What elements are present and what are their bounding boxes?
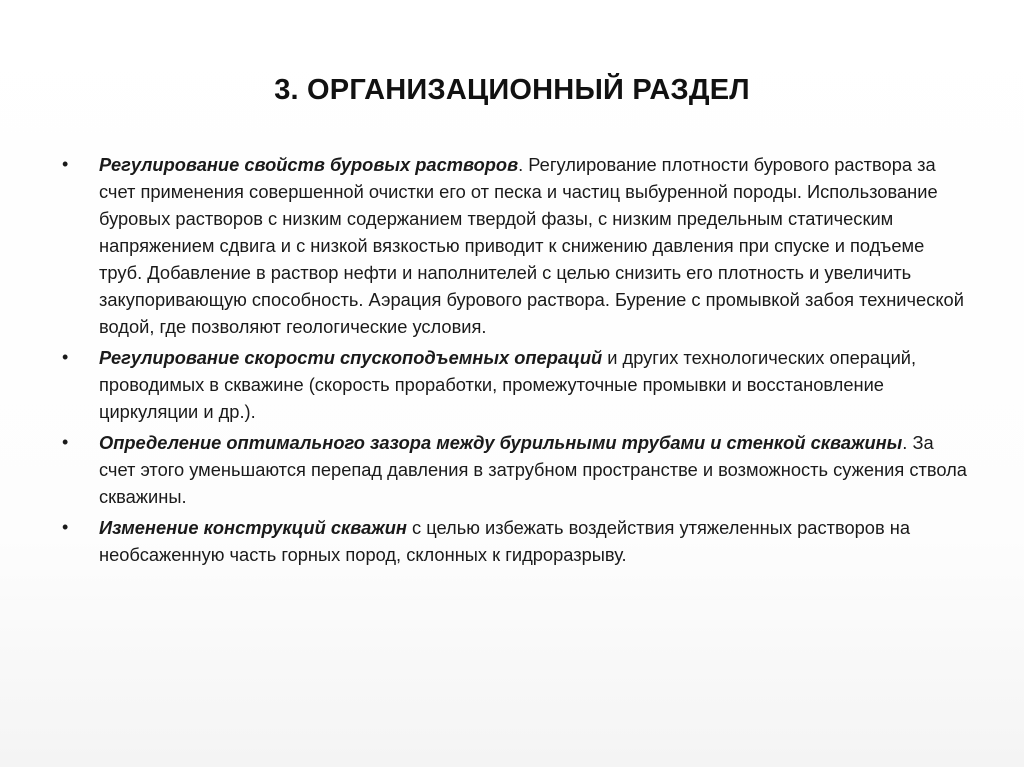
bullet-icon: • <box>62 154 69 174</box>
list-item <box>62 514 967 568</box>
item-text: с целью избежать воздействия утяжеленных растворов на необсаженную часть горных пород, склонных к гидроразрыву. <box>99 517 911 565</box>
item-lead: Изменение конструкций скважин <box>99 517 407 538</box>
slide-title: 3. ОРГАНИЗАЦИОННЫЙ РАЗДЕЛ <box>274 74 750 106</box>
item-text: . За счет этого уменьшаются перепад давления в затрубном пространстве и возможность сужения ствола скважины. <box>99 432 967 507</box>
item-lead: Определение оптимального зазора между бурильными трубами и стенкой скважины <box>99 432 903 453</box>
item-lead: Регулирование скорости спускоподъемных операций <box>99 347 603 368</box>
bullet-icon: • <box>62 432 69 452</box>
list-item <box>62 151 967 340</box>
bullet-list <box>62 151 967 572</box>
item-text: . Регулирование плотности бурового раствора за счет применения совершенной очистки его от песка и частиц выбуренной породы. Использование буровых растворов с низким содержанием твердой фазы, с низким предельным статическим напряжением сдвига и с низкой вязкостью приводит к снижению давления при спуске и подъеме труб. Добавление в раствор нефти и наполнителей с целью снизить его плотность и увеличить закупоривающую способность. Аэрация бурового раствора. Бурение с промывкой забоя технической водой, где позволяют геологические условия. <box>99 154 964 337</box>
list-item <box>62 344 967 425</box>
bullet-icon: • <box>62 347 69 367</box>
list-item <box>62 429 967 510</box>
bullet-icon: • <box>62 517 69 537</box>
item-text: и других технологических операций, проводимых в скважине (скорость проработки, промежуточные промывки и восстановление циркуляции и др.). <box>99 347 917 422</box>
item-lead: Регулирование свойств буровых растворов <box>99 154 519 175</box>
